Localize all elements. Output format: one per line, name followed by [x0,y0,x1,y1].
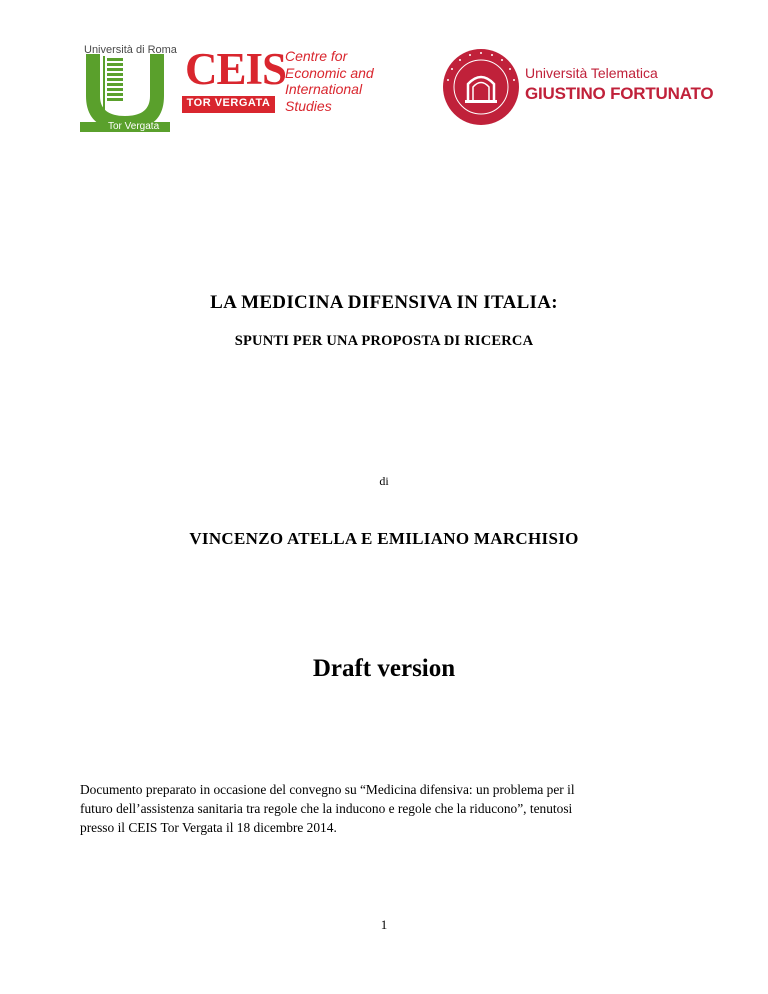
document-title: LA MEDICINA DIFENSIVA IN ITALIA: [210,292,558,313]
ceis-desc-line: Centre for [285,48,348,64]
document-note [80,780,700,837]
giustino-fortunato-seal-logo [442,48,520,126]
document-subtitle: SPUNTI PER UNA PROPOSTA DI RICERCA [234,333,534,349]
draft-version-label: Draft version [312,655,456,682]
note-line: Documento preparato in occasione del convegno su “Medicina difensiva: un problema per il [80,782,575,797]
document-authors: VINCENZO ATELLA E EMILIANO MARCHISIO [189,529,579,548]
ceis-desc-line: Studies [285,97,332,114]
byline-preposition: di [379,474,389,488]
note-line: presso il CEIS Tor Vergata il 18 dicembre 2014. [80,820,337,835]
giustino-fortunato-name-line1: Università Telematica [525,65,658,81]
ceis-desc-line: International [285,81,363,97]
giustino-fortunato-name-line2: GIUSTINO FORTUNATO [525,84,714,103]
note-line: futuro dell’assistenza sanitaria tra regole che la inducono e regole che la riducono”, tenutosi [80,801,573,816]
tor-vergata-top-text: Università di Roma [84,44,177,56]
page-number: 1 [380,917,388,932]
ceis-desc-line: Economic and [285,64,374,81]
ceis-logo-word: CEIS [185,44,287,94]
ceis-logo-description [285,48,374,114]
tor-vergata-bottom-text: Tor Vergata [108,121,160,132]
ceis-logo-band-text: TOR VERGATA [186,97,271,109]
tor-vergata-logo [80,44,170,132]
